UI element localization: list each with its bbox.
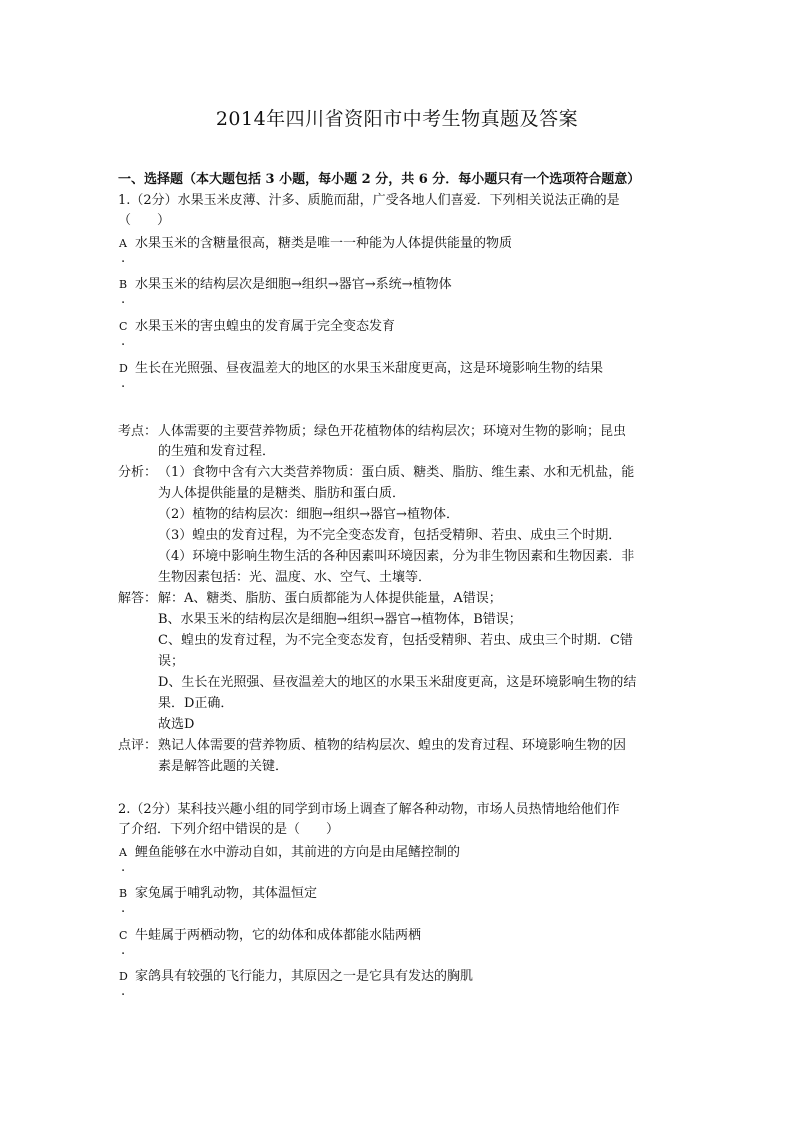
q2-option-b-text: 家兔属于哺乳动物，其体温恒定	[135, 886, 318, 901]
q2-option-d-letter: D	[119, 970, 128, 983]
dianping-line2: 素是解答此题的关键．	[158, 759, 289, 774]
fenxi-line3: （2）植物的结构层次：细胞→组织→器官→植物体．	[158, 507, 459, 522]
page-title: 2014年四川省资阳市中考生物真题及答案	[215, 108, 579, 130]
q1-option-b-letter: B	[119, 278, 128, 291]
q2-option-a-letter: A	[119, 846, 127, 859]
jieda-line7: 故选D	[158, 717, 195, 732]
q2-option-d-dot: .	[121, 984, 126, 999]
q2-stem-line2: 了介绍．下列介绍中错误的是（ ）	[118, 822, 340, 837]
jieda-line1: 解：A、糖类、脂肪、蛋白质都能为人体提供能量，A错误；	[158, 591, 502, 606]
q1-option-a-dot: .	[121, 251, 126, 266]
jieda-line5: D、生长在光照强、昼夜温差大的地区的水果玉米甜度更高，这是环境影响生物的结	[158, 675, 637, 690]
jieda-line6: 果．D正确．	[158, 696, 234, 711]
jieda-line2: B、水果玉米的结构层次是细胞→组织→器官→植物体，B错误；	[158, 612, 522, 627]
q1-option-c-text: 水果玉米的害虫蝗虫的发育属于完全变态发育	[135, 319, 396, 334]
q2-option-c-dot: .	[121, 943, 126, 958]
fenxi-line4: （3）蝗虫的发育过程，为不完全变态发育，包括受精卵、若虫、成虫三个时期．	[158, 528, 622, 543]
q2-option-c-letter: C	[119, 929, 128, 942]
q1-option-b-text: 水果玉米的结构层次是细胞→组织→器官→系统→植物体	[135, 277, 452, 292]
q1-option-d-text: 生长在光照强、昼夜温差大的地区的水果玉米甜度更高，这是环境影响生物的结果	[135, 361, 604, 376]
q1-stem-line2: （ ）	[118, 213, 171, 228]
kaodian-line1: 人体需要的主要营养物质；绿色开花植物体的结构层次；环境对生物的影响；昆虫	[158, 424, 627, 439]
jieda-label: 解答：	[118, 591, 158, 606]
q1-option-a-text: 水果玉米的含糖量很高，糖类是唯一一种能为人体提供能量的物质	[135, 236, 513, 251]
q2-option-a-dot: .	[121, 860, 126, 875]
q1-option-c-dot: .	[121, 334, 126, 349]
q2-option-b-dot: .	[121, 901, 126, 916]
q2-option-b-letter: B	[119, 887, 128, 900]
dianping-line1: 熟记人体需要的营养物质、植物的结构层次、蝗虫的发育过程、环境影响生物的因	[158, 738, 627, 753]
section-heading: 一、选择题（本大题包括 3 小题，每小题 2 分，共 6 分．每小题只有一个选项符合题意）	[118, 172, 641, 187]
q1-option-c-letter: C	[119, 320, 128, 333]
q2-option-c-text: 牛蛙属于两栖动物，它的幼体和成体都能水陆两栖	[135, 928, 422, 943]
q1-option-b-dot: .	[121, 292, 126, 307]
jieda-line3: C、蝗虫的发育过程，为不完全变态发育，包括受精卵、若虫、成虫三个时期．C错	[158, 633, 633, 648]
q1-option-d-letter: D	[119, 362, 128, 375]
q2-option-a-text: 鲤鱼能够在水中游动自如，其前进的方向是由尾鳍控制的	[135, 845, 461, 860]
fenxi-line6: 生物因素包括：光、温度、水、空气、土壤等．	[158, 570, 432, 585]
fenxi-label: 分析：	[118, 465, 158, 480]
dianping-label: 点评：	[118, 738, 158, 753]
q2-stem-line1: 2.（2分）某科技兴趣小组的同学到市场上调查了解各种动物，市场人员热情地给他们作	[118, 802, 620, 817]
kaodian-label: 考点：	[118, 424, 158, 439]
kaodian-line2: 的生殖和发育过程．	[158, 444, 276, 459]
fenxi-line2: 为人体提供能量的是糖类、脂肪和蛋白质．	[158, 486, 406, 501]
jieda-line4: 误；	[158, 654, 185, 669]
q2-option-d-text: 家鸽具有较强的飞行能力，其原因之一是它具有发达的胸肌	[135, 969, 474, 984]
q1-option-d-dot: .	[121, 376, 126, 391]
q1-option-a-letter: A	[119, 237, 127, 250]
q1-stem-line1: 1.（2分）水果玉米皮薄、汁多、质脆而甜，广受各地人们喜爱．下列相关说法正确的是	[118, 193, 620, 208]
fenxi-line5: （4）环境中影响生物生活的各种因素叫环境因素，分为非生物因素和生物因素．非	[158, 549, 635, 564]
fenxi-line1: （1）食物中含有六大类营养物质：蛋白质、糖类、脂肪、维生素、水和无机盐，能	[158, 465, 635, 480]
